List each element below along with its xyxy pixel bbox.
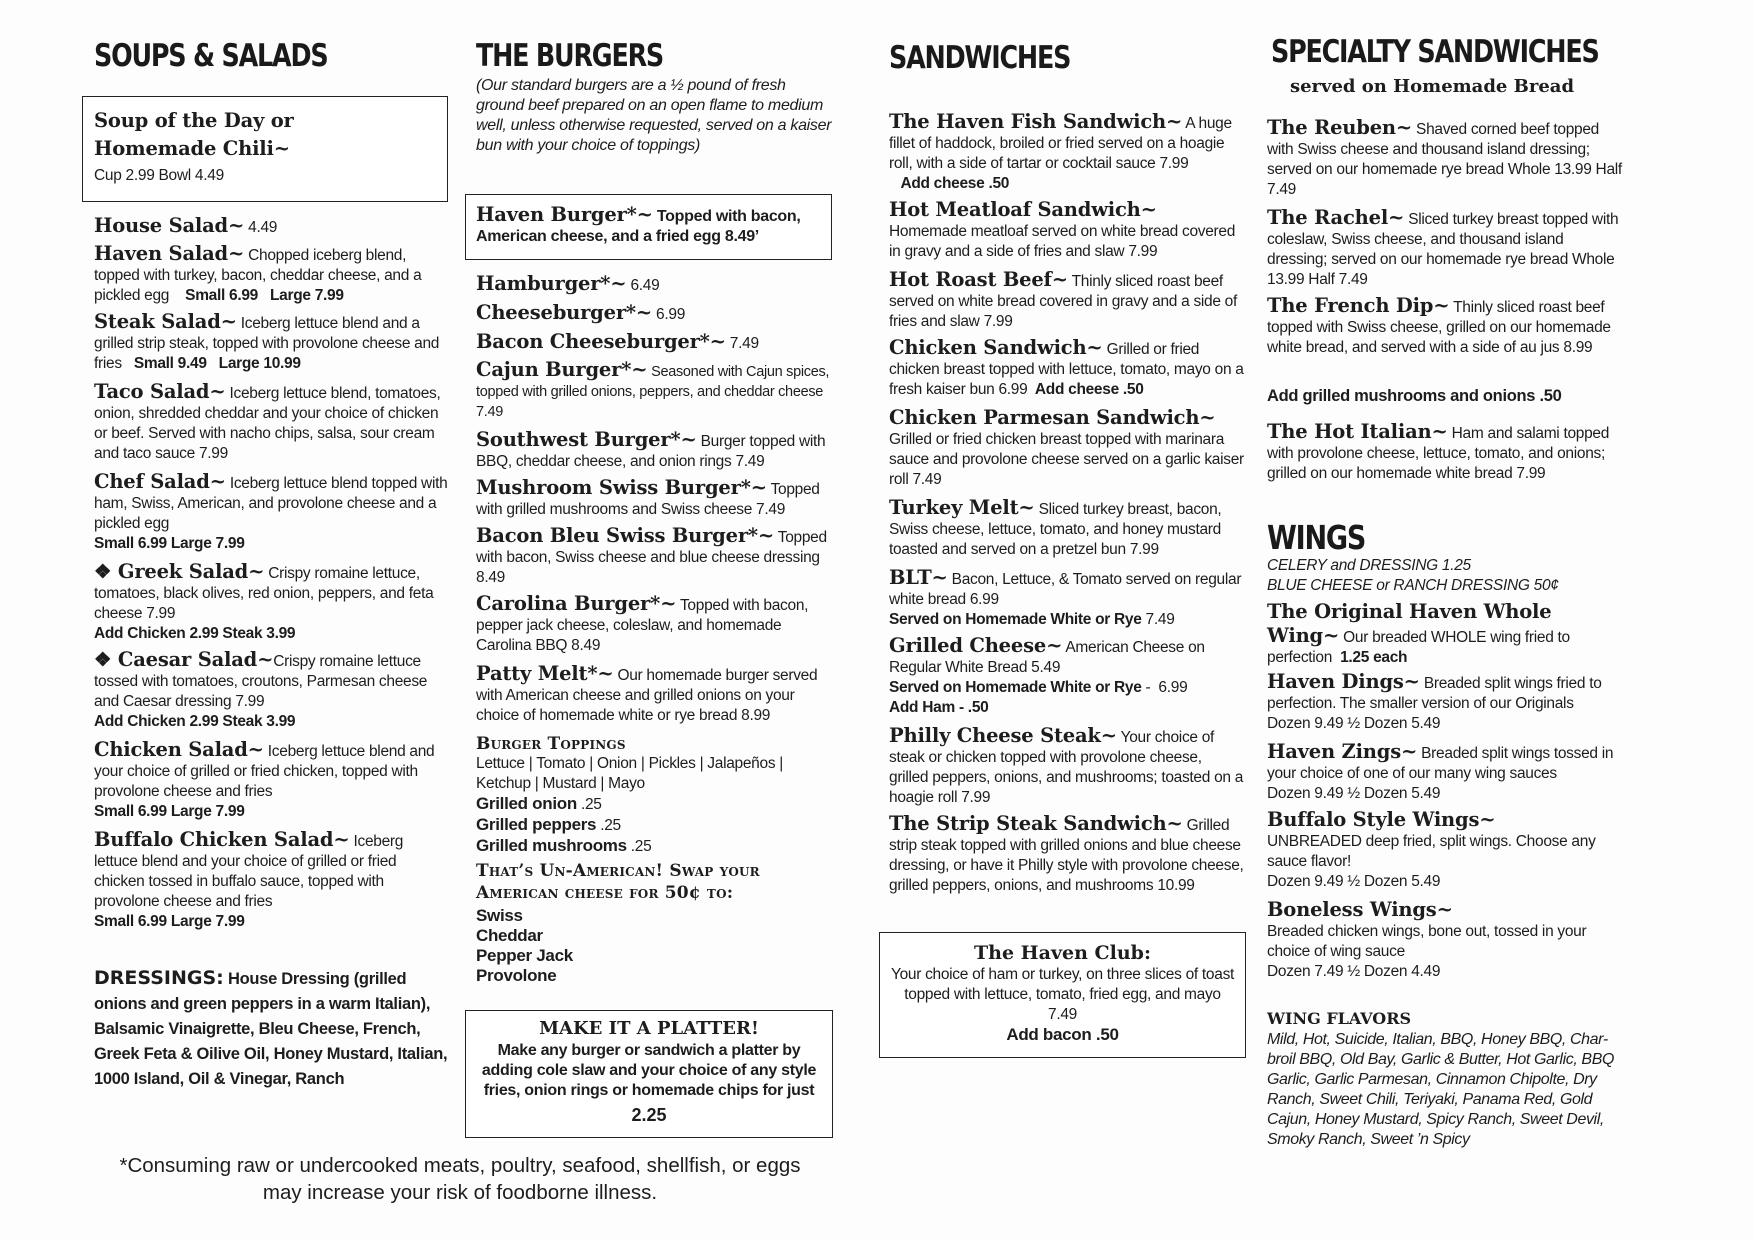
buffalo-style-wings <box>1267 808 1627 892</box>
item-desc: Topped with bacon, Swiss cheese and blue cheese dressing 8.49 <box>476 529 827 586</box>
disclaimer-line2: may increase your risk of foodborne illness. <box>262 1181 658 1204</box>
taco-salad <box>94 380 450 464</box>
item-name: The Hot Italian~ <box>1267 420 1448 443</box>
item-name: Philly Cheese Steak~ <box>889 724 1117 747</box>
item-price: Dozen 9.49 ½ Dozen 5.49 <box>1267 873 1441 890</box>
patty-melt <box>476 662 832 726</box>
item-desc: Iceberg lettuce blend and your choice of grilled or fried chicken tossed in buffalo sauce, topped with provolone cheese and fries <box>94 833 404 910</box>
item-desc: A huge fillet of haddock, broiled or fried served on a hoagie roll, with a side of tartar or cocktail sauce 7.99 <box>889 115 1232 172</box>
wing-flavors-list: Mild, Hot, Suicide, Italian, BBQ, Honey BBQ, Char-broil BBQ, Old Bay, Garlic & Butter, Hot Garlic, BBQ Garlic, Garlic Parmesan, Cinnamon Chipolte, Dry Ranch, Sweet Chili, Teriyaki, Panama Red, Gold Cajun, Honey Mustard, Spicy Ranch, Sweet Devil, Smoky Ranch, Sweet ’n Spicy <box>1267 1031 1615 1148</box>
cheese-swap <box>476 860 832 986</box>
soup-name-line2: Homemade Chili~ <box>94 137 290 160</box>
hamburger <box>476 272 832 296</box>
item-name: Buffalo Style Wings~ <box>1267 808 1496 831</box>
item-name: Cheeseburger*~ <box>476 301 653 324</box>
haven-dings <box>1267 670 1627 734</box>
item-price: 1.25 each <box>1332 649 1408 666</box>
item-name: Haven Dings~ <box>1267 670 1420 693</box>
haven-burger-box <box>465 194 832 260</box>
item-price: Dozen 7.49 ½ Dozen 4.49 <box>1267 963 1441 980</box>
item-price: Small 6.99 Large 7.99 <box>169 287 344 304</box>
item-name: Carolina Burger*~ <box>476 592 677 615</box>
burger-toppings <box>476 734 832 857</box>
item-desc: Iceberg lettuce blend and your choice of grilled or fried chicken, topped with provolone cheese and fries <box>94 743 435 800</box>
item-name: The French Dip~ <box>1267 294 1450 317</box>
topping-onion: Grilled onion <box>476 794 577 813</box>
item-desc: 6.99 <box>652 306 686 323</box>
item-desc: Crispy romaine lettuce, tomatoes, black olives, red onion, peppers, and feta cheese 7.99 <box>94 565 434 622</box>
item-desc: Grilled or fried chicken breast topped with lettuce, tomato, mayo on a fresh kaiser bun 6.99 <box>889 341 1244 398</box>
platter-title: MAKE IT A PLATTER! <box>539 1018 759 1039</box>
item-price: Small 9.49 Large 10.99 <box>121 355 301 372</box>
greek-salad <box>94 560 450 644</box>
item-desc: Homemade meatloaf served on white bread covered in gravy and a side of fries and slaw 7.99 <box>889 223 1236 260</box>
add-mushrooms-onions: Add grilled mushrooms and onions .50 <box>1267 387 1562 405</box>
item-price: Dozen 9.49 ½ Dozen 5.49 <box>1267 785 1441 802</box>
steak-salad <box>94 310 450 374</box>
item-name: House Salad~ <box>94 214 245 237</box>
strip-steak-sandwich <box>889 812 1245 896</box>
item-desc: 4.49 <box>244 219 278 236</box>
french-dip <box>1267 294 1627 358</box>
item-price: Dozen 9.49 ½ Dozen 5.49 <box>1267 715 1441 732</box>
swap-option: Cheddar <box>476 926 543 945</box>
item-name: Boneless Wings~ <box>1267 898 1453 921</box>
philly-cheese-steak <box>889 724 1245 808</box>
topping-mushrooms: Grilled mushrooms <box>476 836 627 855</box>
item-desc: Our breaded WHOLE wing fried to perfection <box>1267 629 1570 666</box>
toppings-title: Burger Toppings <box>476 734 626 754</box>
item-desc: American Cheese on Regular White Bread 5.49 <box>889 639 1205 676</box>
burgers-intro: (Our standard burgers are a ½ pound of fresh ground beef prepared on an open flame to medium well, unless otherwise requested, served on a kaiser bun with your choice of toppings) <box>476 77 832 154</box>
chicken-salad <box>94 738 450 822</box>
soup-of-the-day-box <box>82 96 448 202</box>
item-desc: Breaded split wings tossed in your choice of one of our many wing sauces <box>1267 745 1614 782</box>
dressings-label: DRESSINGS: <box>94 967 224 989</box>
item-name: Bacon Cheeseburger*~ <box>476 330 726 353</box>
item-name: Mushroom Swiss Burger*~ <box>476 476 767 499</box>
haven-burger-name: Haven Burger*~ <box>476 203 653 226</box>
item-price: Add Chicken 2.99 Steak 3.99 <box>94 713 296 730</box>
blue-cheese-ranch: BLUE CHEESE or RANCH DRESSING 50¢ <box>1267 577 1559 594</box>
disclaimer-line1: *Consuming raw or undercooked meats, poultry, seafood, shellfish, or eggs <box>119 1154 801 1177</box>
cheeseburger <box>476 301 832 325</box>
wing-flavors-title: WING FLAVORS <box>1267 1009 1412 1028</box>
item-desc: Topped with bacon, pepper jack cheese, coleslaw, and homemade Carolina BBQ 8.49 <box>476 597 809 654</box>
boneless-wings <box>1267 898 1627 982</box>
item-name: Chef Salad~ <box>94 470 226 493</box>
soups-salads-heading: SOUPS & SALADS <box>94 38 328 74</box>
original-haven-wing <box>1267 600 1627 668</box>
item-price: Served on Homemade White or Rye <box>889 679 1142 696</box>
item-desc: Bacon, Lettuce, & Tomato served on regular white bread 6.99 <box>889 571 1242 608</box>
chicken-parmesan-sandwich <box>889 406 1245 490</box>
item-extra: Add Ham - .50 <box>889 699 989 716</box>
item-price: Add Chicken 2.99 Steak 3.99 <box>94 625 296 642</box>
swap-option: Pepper Jack <box>476 946 573 965</box>
platter-box <box>465 1010 833 1138</box>
bacon-bleu-swiss-burger <box>476 524 832 588</box>
item-desc: Our homemade burger served with American cheese and grilled onions on your choice of homemade white or rye bread 8.99 <box>476 667 818 724</box>
item-desc: 6.49 <box>626 277 660 294</box>
item-name: Chicken Parmesan Sandwich~ <box>889 406 1216 429</box>
item-desc: Grilled strip steak topped with grilled onions and blue cheese dressing, or have it Philly style with provolone cheese, grilled peppers, onions, and mushrooms 10.99 <box>889 817 1244 894</box>
haven-salad <box>94 242 450 306</box>
turkey-melt <box>889 496 1245 560</box>
item-price: Small 6.99 Large 7.99 <box>94 803 245 820</box>
blt <box>889 566 1245 630</box>
dressings-list: House Dressing (grilled onions and green peppers in a warm Italian), Balsamic Vinaigrette, Bleu Cheese, French, Greek Feta & Oilive Oil, Honey Mustard, Italian, 1000 Island, Oil & Vinegar, Ranch <box>94 970 448 1088</box>
item-name: Patty Melt*~ <box>476 662 614 685</box>
item-desc: Grilled or fried chicken breast topped with marinara sauce and provolone cheese served on a garlic kaiser roll 7.49 <box>889 431 1244 488</box>
platter-text: Make any burger or sandwich a platter by adding cole slaw and your choice of any style fries, onion rings or homemade chips for just <box>481 1042 817 1099</box>
item-name: Southwest Burger*~ <box>476 428 697 451</box>
item-name: Buffalo Chicken Salad~ <box>94 828 350 851</box>
item-name: Turkey Melt~ <box>889 496 1035 519</box>
bacon-cheeseburger <box>476 330 832 354</box>
item-desc: Sliced turkey breast topped with coleslaw, Swiss cheese, and thousand island dressing; served on our homemade rye bread Whole 13.99 Half 7.49 <box>1267 211 1619 288</box>
celery-dressing: CELERY and DRESSING 1.25 <box>1267 557 1471 574</box>
item-name: The Original Haven Whole Wing~ <box>1267 600 1552 647</box>
item-desc: Shaved corned beef topped with Swiss cheese and thousand island dressing; served on our homemade rye bread Whole 13.99 Half 7.49 <box>1267 121 1622 198</box>
item-price-value: 7.49 <box>1141 611 1175 628</box>
topping-peppers-price: .25 <box>596 817 621 834</box>
grilled-cheese <box>889 634 1245 718</box>
item-name: BLT~ <box>889 566 948 589</box>
item-name: Cajun Burger*~ <box>476 358 648 381</box>
club-title: The Haven Club: <box>974 942 1151 964</box>
item-price-value: - 6.99 <box>1141 679 1188 696</box>
item-name: The Reuben~ <box>1267 116 1413 139</box>
item-desc: Thinly sliced roast beef served on white bread covered in gravy and a side of fries and slaw 7.99 <box>889 273 1238 330</box>
swap-option: Provolone <box>476 966 557 985</box>
club-add: Add bacon .50 <box>1006 1025 1119 1044</box>
buffalo-chicken-salad <box>94 828 450 932</box>
specialty-heading: SPECIALTY SANDWICHES <box>1271 34 1599 70</box>
item-desc: Iceberg lettuce blend and a grilled strip steak, topped with provolone cheese and fries <box>94 315 440 372</box>
caesar-salad <box>94 648 450 732</box>
sandwiches-heading: SANDWICHES <box>889 40 1071 76</box>
item-price: Add cheese .50 <box>1027 381 1144 398</box>
item-desc: Breaded split wings fried to perfection. The smaller version of our Originals <box>1267 675 1602 712</box>
topping-onion-price: .25 <box>576 796 602 813</box>
item-name: The Strip Steak Sandwich~ <box>889 812 1183 835</box>
item-price: Small 6.99 Large 7.99 <box>94 535 245 552</box>
item-desc: Ham and salami topped with provolone cheese, lettuce, tomato, and onions; grilled on our homemade white bread 7.99 <box>1267 425 1610 482</box>
topping-peppers: Grilled peppers <box>476 815 597 834</box>
chicken-sandwich <box>889 336 1245 400</box>
haven-zings <box>1267 740 1627 804</box>
haven-club-box <box>879 932 1246 1058</box>
item-name: Hamburger*~ <box>476 272 627 295</box>
item-desc: Sliced turkey breast, bacon, Swiss cheese, lettuce, tomato, and honey mustard toasted and served on a pretzel bun 7.99 <box>889 501 1222 558</box>
item-name: Hot Roast Beef~ <box>889 268 1068 291</box>
item-price: Add cheese .50 <box>889 175 1010 192</box>
item-desc: Your choice of steak or chicken topped with provolone cheese, grilled peppers, onions, and mushrooms; toasted on a hoagie roll 7.99 <box>889 729 1244 806</box>
item-name: ❖ Greek Salad~ <box>94 560 265 583</box>
topping-mushrooms-price: .25 <box>626 838 652 855</box>
mushroom-swiss-burger <box>476 476 832 520</box>
item-desc: Thinly sliced roast beef topped with Swiss cheese, grilled on our homemade white bread, and served with a side of au jus 8.99 <box>1267 299 1611 356</box>
cajun-burger <box>476 358 832 422</box>
item-name: Taco Salad~ <box>94 380 226 403</box>
item-name: Haven Salad~ <box>94 242 245 265</box>
hot-meatloaf-sandwich <box>889 198 1245 262</box>
reuben <box>1267 116 1627 200</box>
item-desc: Breaded chicken wings, bone out, tossed in your choice of wing sauce <box>1267 923 1587 960</box>
soup-name-line1: Soup of the Day or <box>94 109 294 132</box>
chef-salad <box>94 470 450 554</box>
item-desc: Topped with grilled mushrooms and Swiss cheese 7.49 <box>476 481 820 518</box>
item-name: Bacon Bleu Swiss Burger*~ <box>476 524 775 547</box>
wing-flavors <box>1267 1008 1627 1150</box>
toppings-free: Lettuce | Tomato | Onion | Pickles | Jalapeños | Ketchup | Mustard | Mayo <box>476 755 784 792</box>
burgers-heading: THE BURGERS <box>476 38 664 74</box>
item-name: ❖ Caesar Salad~ <box>94 648 274 671</box>
haven-burger-desc: Topped with bacon, American cheese, and a fried egg 8.49’ <box>476 208 801 245</box>
item-name: Steak Salad~ <box>94 310 237 333</box>
item-price: Served on Homemade White or Rye <box>889 611 1142 628</box>
platter-price: 2.25 <box>631 1105 667 1125</box>
club-text: Your choice of ham or turkey, on three slices of toast topped with lettuce, tomato, fried egg, and mayo 7.49 <box>890 966 1235 1023</box>
soup-prices: Cup 2.99 Bowl 4.49 <box>94 167 224 184</box>
item-name: Haven Zings~ <box>1267 740 1418 763</box>
item-desc: Seasoned with Cajun spices, topped with grilled onions, peppers, and cheddar cheese 7.49 <box>476 364 830 420</box>
wings-heading: WINGS <box>1267 518 1366 557</box>
item-desc: UNBREADED deep fried, split wings. Choose any sauce flavor! <box>1267 833 1596 870</box>
item-desc: Iceberg lettuce blend, tomatoes, onion, shredded cheddar and your choice of chicken or beef. Served with nacho chips, salsa, sour cream and taco sauce 7.99 <box>94 385 441 462</box>
item-desc: Iceberg lettuce blend topped with ham, Swiss, American, and provolone cheese and a pickled egg <box>94 475 448 532</box>
rachel <box>1267 206 1627 290</box>
swap-option: Swiss <box>476 906 523 925</box>
item-name: The Haven Fish Sandwich~ <box>889 110 1183 133</box>
southwest-burger <box>476 428 832 472</box>
swap-title: That’s Un-American! Swap your American cheese for 50¢ to: <box>476 861 760 903</box>
hot-roast-beef <box>889 268 1245 332</box>
carolina-burger <box>476 592 832 656</box>
item-desc: Burger topped with BBQ, cheddar cheese, and onion rings 7.49 <box>476 433 826 470</box>
item-price: Small 6.99 Large 7.99 <box>94 913 245 930</box>
item-name: Hot Meatloaf Sandwich~ <box>889 198 1157 221</box>
item-desc: Crispy romaine lettuce tossed with tomatoes, croutons, Parmesan cheese and Caesar dressing 7.99 <box>94 653 428 710</box>
house-salad <box>94 214 450 238</box>
haven-fish-sandwich <box>889 110 1245 194</box>
item-name: The Rachel~ <box>1267 206 1405 229</box>
item-desc: 7.49 <box>725 335 759 352</box>
specialty-subheading: served on Homemade Bread <box>1289 76 1575 97</box>
item-name: Chicken Sandwich~ <box>889 336 1103 359</box>
hot-italian <box>1267 420 1627 484</box>
item-name: Grilled Cheese~ <box>889 634 1063 657</box>
foodborne-disclaimer <box>70 1152 850 1206</box>
dressings <box>94 966 450 1092</box>
item-name: Chicken Salad~ <box>94 738 264 761</box>
item-desc: Chopped iceberg blend, topped with turkey, bacon, cheddar cheese, and a pickled egg <box>94 247 422 304</box>
